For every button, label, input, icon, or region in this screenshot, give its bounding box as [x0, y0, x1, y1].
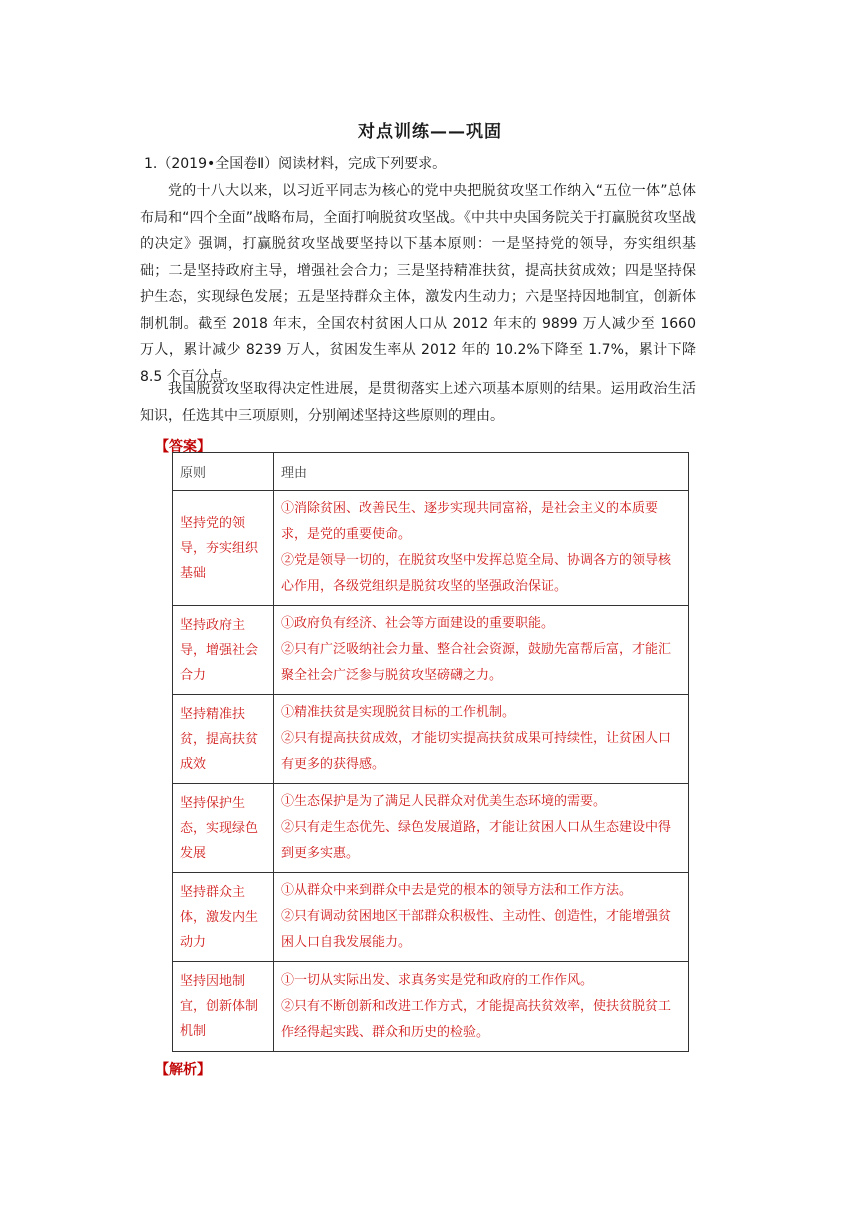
principle-cell: 坚持精准扶贫，提高扶贫成效 — [173, 695, 274, 784]
table-row — [173, 873, 689, 962]
reason-line: ①精准扶贫是实现脱贫目标的工作机制。 — [281, 705, 516, 720]
principle-cell: 坚持保护生态，实现绿色发展 — [173, 784, 274, 873]
question-intro: 1.（2019•全国卷Ⅱ）阅读材料，完成下列要求。 — [144, 156, 447, 172]
table-row — [173, 962, 689, 1052]
page-title: 对点训练——巩固 — [358, 122, 502, 142]
reason-line: ②只有调动贫困地区干部群众积极性、主动性、创造性，才能增强贫困人口自我发展能力。 — [281, 909, 672, 950]
table-row — [173, 695, 689, 784]
reason-line: ①消除贫困、改善民生、逐步实现共同富裕，是社会主义的本质要求，是党的重要使命。 — [281, 501, 659, 542]
reason-line: ①一切从实际出发、求真务实是党和政府的工作作风。 — [281, 972, 594, 988]
reason-cell — [274, 784, 689, 873]
reason-line: ②只有提高扶贫成效，才能切实提高扶贫成果可持续性，让贫困人口有更多的获得感。 — [281, 731, 672, 772]
principle-cell: 坚持政府主导，增强社会合力 — [173, 606, 274, 695]
reason-cell — [274, 606, 689, 695]
reason-line: ②只有不断创新和改进工作方式，才能提高扶贫效率，使扶贫脱贫工作经得起实践、群众和历史的检验。 — [281, 998, 672, 1040]
table-header-row — [173, 453, 689, 491]
principle-cell: 坚持群众主体，激发内生动力 — [173, 873, 274, 962]
answer-table — [172, 452, 689, 1052]
reason-cell — [274, 962, 689, 1052]
reason-cell — [274, 873, 689, 962]
reason-line: ①政府负有经济、社会等方面建设的重要职能。 — [281, 616, 555, 631]
reason-line: ①从群众中来到群众中去是党的根本的领导方法和工作方法。 — [281, 883, 633, 898]
reason-line: ②只有广泛吸纳社会力量、整合社会资源，鼓励先富帮后富，才能汇聚全社会广泛参与脱贫攻坚磅礴之力。 — [281, 642, 672, 683]
table-row — [173, 784, 689, 873]
question-material: 党的十八大以来，以习近平同志为核心的党中央把脱贫攻坚工作纳入“五位一体”总体布局和“四个全面”战略布局，全面打响脱贫攻坚战。《中共中央国务院关于打赢脱贫攻坚战的决定》强调，打赢脱贫攻坚战要坚持以下基本原则：一是坚持党的领导，夯实组织基础；二是坚持政府主导，增强社会合力；三是坚持精准扶贫，提高扶贫成效；四是坚持保护生态，实现绿色发展；五是坚持群众主体，激发内生动力；六是坚持因地制宜，创新体制机制。截至 2018 年末，全国农村贫困人口从 2012 年末的 9899 万人减少至 1660 万人，累计减少 8239 万人，贫困发生率从 2012 年的 10.2%下降至 1.7%，累计下降 8.5 个百分点。 — [140, 183, 696, 385]
table-row — [173, 606, 689, 695]
answer-label: 【答案】 — [155, 439, 211, 455]
question-task: 我国脱贫攻坚取得决定性进展，是贯彻落实上述六项基本原则的结果。运用政治生活知识，任选其中三项原则，分别阐述坚持这些原则的理由。 — [140, 381, 696, 424]
analysis-label: 【解析】 — [155, 1062, 211, 1078]
reason-line: ①生态保护是为了满足人民群众对优美生态环境的需要。 — [281, 794, 607, 809]
table-row — [173, 491, 689, 606]
principle-cell: 坚持党的领导，夯实组织基础 — [173, 491, 274, 606]
principle-cell: 坚持因地制宜，创新体制机制 — [173, 962, 274, 1052]
reason-line: ②党是领导一切的，在脱贫攻坚中发挥总览全局、协调各方的领导核心作用，各级党组织是脱贫攻坚的坚强政治保证。 — [281, 553, 672, 594]
reason-cell — [274, 695, 689, 784]
reason-line: ②只有走生态优先、绿色发展道路，才能让贫困人口从生态建设中得到更多实惠。 — [281, 820, 672, 861]
header-reason: 理由 — [274, 453, 689, 491]
header-principle: 原则 — [173, 453, 274, 491]
reason-cell — [274, 491, 689, 606]
